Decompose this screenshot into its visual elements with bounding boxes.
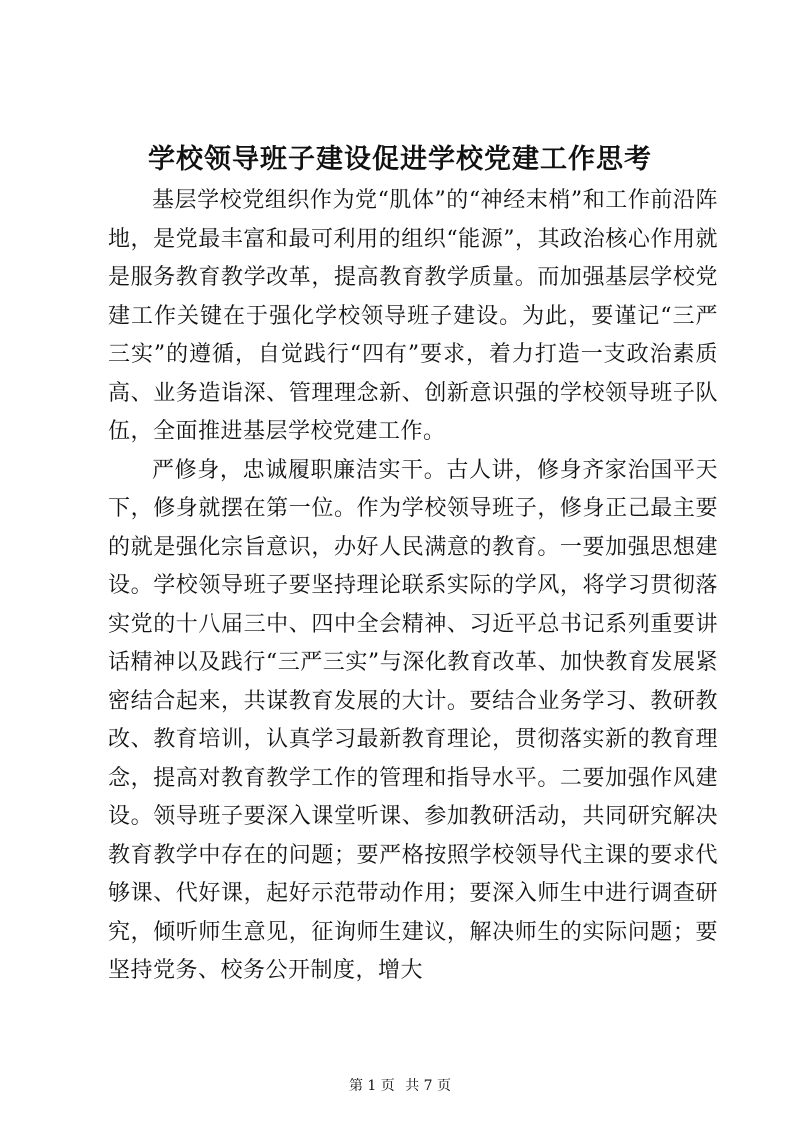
page-footer	[0, 1076, 800, 1096]
page-number: 第 1 页	[348, 1078, 395, 1094]
paragraph-intro: 基层学校党组织作为党“肌体”的“神经末梢”和工作前沿阵地，是党最丰富和最可利用的组织“能源”，其政治核心作用就是服务教育教学改革，提高教育教学质量。而加强基层学校党建工作关键在于强化学校领导班子建设。为此，要谨记“三严三实”的遵循，自觉践行“四有”要求，着力打造一支政治素质高、业务造诣深、管理理念新、创新意识强的学校领导班子队伍，全面推进基层学校党建工作。	[108, 188, 718, 444]
paragraph-self-cultivation: 严修身，忠诚履职廉洁实干。古人讲，修身齐家治国平天下，修身就摆在第一位。作为学校领导班子，修身正己最主要的就是强化宗旨意识，办好人民满意的教育。一要加强思想建设。学校领导班子要坚持理论联系实际的学风，将学习贯彻落实党的十八届三中、四中全会精神、习近平总书记系列重要讲话精神以及践行“三严三实”与深化教育改革、加快教育发展紧密结合起来，共谋教育发展的大计。要结合业务学习、教研教改、教育培训，认真学习最新教育理论，贯彻落实新的教育理念，提高对教育教学工作的管理和指导水平。二要加强作风建设。领导班子要深入课堂听课、参加教研活动，共同研究解决教育教学中存在的问题；要严格按照学校领导代主课的要求代够课、代好课，起好示范带动作用；要深入师生中进行调查研究，倾听师生意见，征询师生建议，解决师生的实际问题；要坚持党务、校务公开制度，增大	[108, 457, 718, 983]
document-title: 学校领导班子建设促进学校党建工作思考	[148, 144, 652, 175]
page-total: 共 7 页	[405, 1078, 452, 1094]
document-body	[108, 182, 718, 991]
